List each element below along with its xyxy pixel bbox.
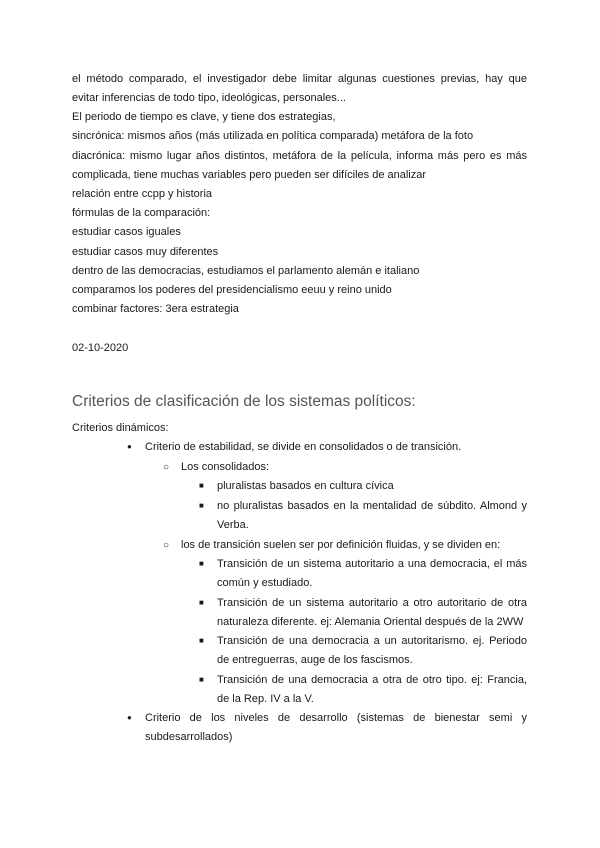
intro-line-8: fórmulas de la comparación: xyxy=(72,207,211,219)
circle-bullet-icon xyxy=(163,458,169,477)
t2-line-2: naturaleza diferente. ej: Alemania Oriental después de la 2WW xyxy=(217,616,524,628)
t2-line-1: Transición de un sistema autoritario a otro autoritario de otra xyxy=(217,597,527,609)
no-pluralistas-line-1: no pluralistas basados en la mentalidad de súbdito. Almond y xyxy=(217,500,527,512)
pluralistas-item: pluralistas basados en cultura cívica xyxy=(217,480,394,492)
t3-line-1: Transición de una democracia a un autoritarismo. ej. Periodo xyxy=(217,635,527,647)
criterio-estabilidad: Criterio de estabilidad, se divide en consolidados o de transición. xyxy=(145,441,462,453)
section-heading: Criterios de clasificación de los sistemas políticos: xyxy=(72,393,416,410)
intro-line-10: estudiar casos muy diferentes xyxy=(72,246,219,258)
square-bullet-icon xyxy=(199,555,204,574)
t1-line-1: Transición de un sistema autoritario a una democracia, el más xyxy=(217,558,527,570)
square-bullet-icon xyxy=(199,594,204,613)
desarrollo-line-1: Criterio de los niveles de desarrollo (sistemas de bienestar semi y xyxy=(145,712,527,724)
disc-bullet-icon xyxy=(127,438,132,457)
square-bullet-icon xyxy=(199,497,204,516)
intro-line-1: el método comparado, el investigador debe limitar algunas cuestiones previas, hay que xyxy=(72,73,527,85)
intro-line-2: evitar inferencias de todo tipo, ideológicas, personales... xyxy=(72,92,346,104)
intro-line-3: El periodo de tiempo es clave, y tiene dos estrategias, xyxy=(72,111,336,123)
circle-bullet-icon xyxy=(163,536,169,555)
disc-bullet-icon xyxy=(127,709,132,728)
intro-line-12: comparamos los poderes del presidencialismo eeuu y reino unido xyxy=(72,284,392,296)
intro-line-4: sincrónica: mismos años (más utilizada en política comparada) metáfora de la foto xyxy=(72,130,474,142)
t1-line-2: común y estudiado. xyxy=(217,577,313,589)
square-bullet-icon xyxy=(199,477,204,496)
consolidados-label: Los consolidados: xyxy=(181,461,270,473)
t4-line-2: de la Rep. IV a la V. xyxy=(217,693,314,705)
square-bullet-icon xyxy=(199,632,204,651)
date: 02-10-2020 xyxy=(72,342,129,354)
square-bullet-icon xyxy=(199,671,204,690)
intro-line-9: estudiar casos iguales xyxy=(72,226,181,238)
t4-line-1: Transición de una democracia a otra de otro tipo. ej: Francia, xyxy=(217,674,527,686)
intro-line-6: complicada, tiene muchas variables pero pueden ser difíciles de analizar xyxy=(72,169,427,181)
intro-line-13: combinar factores: 3era estrategia xyxy=(72,303,239,315)
intro-line-11: dentro de las democracias, estudiamos el parlamento alemán e italiano xyxy=(72,265,420,277)
criterios-dinamicos-label: Criterios dinámicos: xyxy=(72,422,169,434)
intro-line-5: diacrónica: mismo lugar años distintos, metáfora de la película, informa más pero es más xyxy=(72,150,527,162)
t3-line-2: de entreguerras, auge de los fascismos. xyxy=(217,654,413,666)
transicion-label: los de transición suelen ser por definición fluidas, y se dividen en: xyxy=(181,539,501,551)
no-pluralistas-line-2: Verba. xyxy=(217,519,249,531)
desarrollo-line-2: subdesarrollados) xyxy=(145,731,233,743)
intro-line-7: relación entre ccpp y historia xyxy=(72,188,213,200)
